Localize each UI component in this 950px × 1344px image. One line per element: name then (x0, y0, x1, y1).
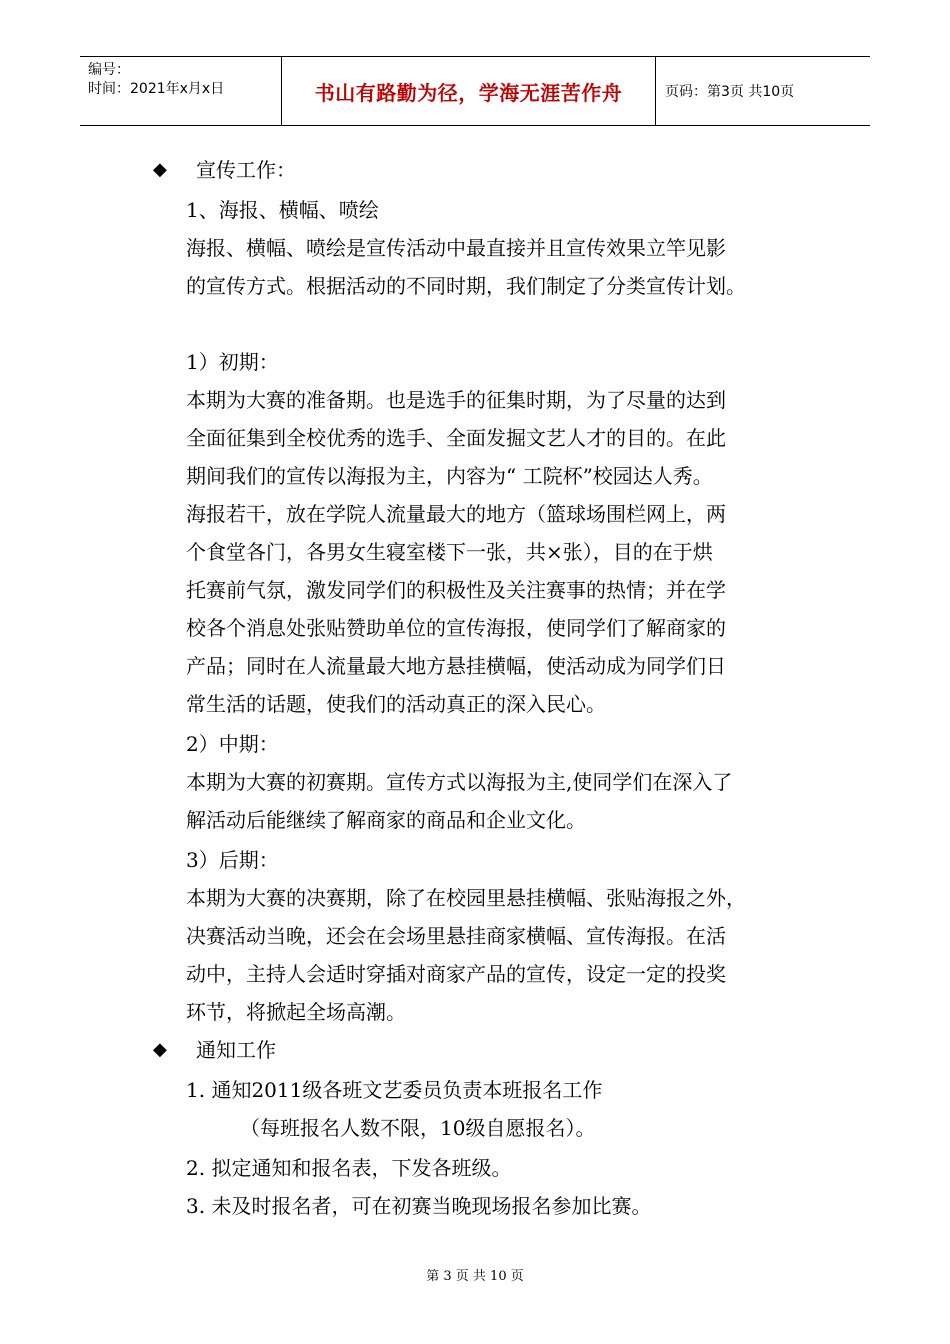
section-title-publicity: 宣传工作： (196, 158, 296, 182)
header-meta (80, 57, 281, 125)
paragraph-line: 海报若干，放在学院人流量最大的地方（篮球场围栏网上，两 (186, 502, 726, 526)
paragraph-line: 全面征集到全校优秀的选手、全面发掘文艺人才的目的。在此 (186, 426, 726, 450)
list-item: 2. 拟定通知和报名表，下发各班级。 (186, 1156, 512, 1180)
paragraph-line: 校各个消息处张贴赞助单位的宣传海报，使同学们了解商家的 (186, 616, 726, 640)
paragraph-line: 海报、横幅、喷绘是宣传活动中最直接并且宣传效果立竿见影 (186, 236, 726, 260)
paragraph-line: 期间我们的宣传以海报为主，内容为“ 工院杯”校园达人秀。 (186, 464, 713, 488)
paragraph-line: 环节，将掀起全场高潮。 (186, 1000, 406, 1024)
header-motto-cell (281, 57, 656, 125)
paragraph-line: 本期为大赛的准备期。也是选手的征集时期，为了尽量的达到 (186, 388, 726, 412)
doc-date-label: 时间：2021年x月x日 (88, 81, 225, 97)
header-page-cell (655, 57, 870, 125)
doc-number-label: 编号： (88, 62, 130, 78)
header-motto: 书山有路勤为径，学海无涯苦作舟 (314, 80, 623, 105)
document-header (80, 56, 870, 126)
paragraph-line: 个食堂各门，各男女生寝室楼下一张，共×张），目的在于烘 (186, 540, 713, 564)
page-footer: 第 3 页 共 10 页 (426, 1269, 524, 1284)
list-item-continuation: （每班报名人数不限，10级自愿报名）。 (240, 1116, 596, 1140)
section-title-notice: 通知工作 (196, 1038, 276, 1062)
header-page-info: 页码：第3页 共10页 (665, 84, 795, 100)
subsection-title: 1、海报、横幅、喷绘 (186, 198, 379, 222)
paragraph-line: 解活动后能继续了解商家的商品和企业文化。 (186, 808, 586, 832)
list-item: 3. 未及时报名者，可在初赛当晚现场报名参加比赛。 (186, 1194, 652, 1218)
paragraph-line: 决赛活动当晚，还会在会场里悬挂商家横幅、宣传海报。在活 (186, 924, 726, 948)
phase-title-late: 3）后期： (186, 848, 279, 872)
paragraph-line: 产品；同时在人流量最大地方悬挂横幅，使活动成为同学们日 (186, 654, 726, 678)
paragraph-line: 本期为大赛的初赛期。宣传方式以海报为主,使同学们在深入了 (186, 770, 733, 794)
diamond-bullet-icon: ◆ (153, 1039, 167, 1060)
phase-title-early: 1）初期： (186, 350, 279, 374)
paragraph-line: 的宣传方式。根据活动的不同时期，我们制定了分类宣传计划。 (186, 274, 746, 298)
paragraph-line: 动中，主持人会适时穿插对商家产品的宣传，设定一定的投奖 (186, 962, 726, 986)
paragraph-line: 常生活的话题，使我们的活动真正的深入民心。 (186, 692, 606, 716)
phase-title-mid: 2）中期： (186, 732, 279, 756)
paragraph-line: 托赛前气氛，激发同学们的积极性及关注赛事的热情；并在学 (186, 578, 726, 602)
paragraph-line: 本期为大赛的决赛期，除了在校园里悬挂横幅、张贴海报之外， (186, 886, 746, 910)
list-item: 1. 通知2011级各班文艺委员负责本班报名工作 (186, 1078, 603, 1102)
diamond-bullet-icon: ◆ (153, 159, 167, 180)
